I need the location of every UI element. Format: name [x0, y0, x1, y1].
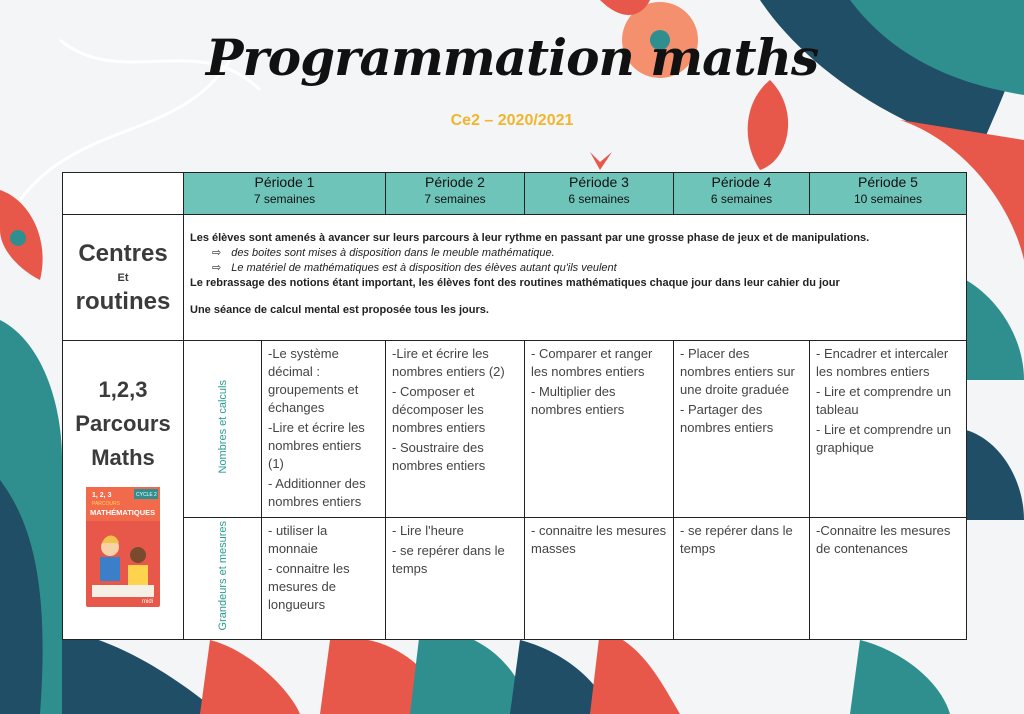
cell-item: - connaitre les mesures masses	[531, 523, 667, 556]
parcours-line: 1,2,3	[98, 377, 148, 402]
parcours-line: Parcours	[75, 411, 171, 436]
header-row	[63, 173, 967, 215]
cell-grandeurs-p2	[386, 518, 525, 640]
cell-item: - Comparer et ranger les nombres entiers	[531, 346, 653, 379]
domain-label: Grandeurs et mesures	[216, 521, 229, 631]
cell-item: - Lire l'heure	[392, 523, 464, 538]
period-4-header	[674, 173, 810, 215]
book-publisher-text: midi	[142, 599, 154, 605]
centres-label-top: Centres	[78, 239, 168, 267]
cell-item: - utiliser la monnaie	[268, 523, 328, 556]
cell-grandeurs-p5	[810, 518, 967, 640]
nombres-row	[63, 341, 967, 518]
cell-item: -Le système décimal : groupements et échanges	[268, 346, 359, 415]
cell-item: - Additionner des nombres entiers	[268, 476, 366, 509]
period-name: Période 3	[569, 174, 629, 190]
cell-item: - Lire et comprendre un tableau	[816, 384, 952, 417]
grandeurs-row	[63, 518, 967, 640]
cell-item: - se repérer dans le temps	[680, 523, 793, 556]
centres-line: Le rebrassage des notions étant important, les élèves font des routines mathématiques chaque jour dans leur cahier du jour	[190, 277, 840, 289]
cell-nombres-p3	[525, 341, 674, 518]
book-badge-text: CYCLE 2	[136, 492, 157, 498]
cell-item: - Placer des nombres entiers sur une droite graduée	[680, 346, 795, 397]
page-title: Programmation maths	[205, 28, 819, 87]
period-2-header	[386, 173, 525, 215]
period-weeks: 7 semaines	[424, 192, 486, 206]
cell-grandeurs-p4	[674, 518, 810, 640]
centres-row	[63, 215, 967, 341]
period-name: Période 5	[858, 174, 918, 190]
book-subtitle-text: PARCOURS	[92, 501, 120, 507]
period-name: Période 1	[254, 174, 315, 190]
cell-item: - Soustraire des nombres entiers	[392, 440, 486, 473]
period-name: Période 4	[711, 174, 772, 190]
domain-nombres	[184, 341, 262, 518]
domain-grandeurs	[184, 518, 262, 640]
centres-label-mid: Et	[117, 271, 129, 284]
cell-grandeurs-p1	[262, 518, 386, 640]
period-1-header	[184, 173, 386, 215]
parcours-label	[63, 341, 184, 640]
centres-description	[184, 215, 967, 341]
period-weeks: 6 semaines	[568, 192, 630, 206]
cell-item: - Composer et décomposer les nombres entiers	[392, 384, 486, 435]
book-title-text: MATHÉMATIQUES	[90, 508, 156, 517]
cell-nombres-p5	[810, 341, 967, 518]
centres-line: Les élèves sont amenés à avancer sur leurs parcours à leur rythme en passant par une grosse phase de jeux et de manipulations.	[190, 232, 870, 244]
cell-item: - connaitre les mesures de longueurs	[268, 561, 350, 612]
book-cover-image	[86, 487, 160, 607]
centres-label-bottom: routines	[75, 287, 171, 315]
cell-nombres-p2	[386, 341, 525, 518]
parcours-line: Maths	[91, 445, 155, 470]
header-corner	[63, 173, 184, 215]
period-weeks: 7 semaines	[253, 192, 316, 206]
period-5-header	[810, 173, 967, 215]
period-weeks: 10 semaines	[853, 192, 923, 206]
centres-line: Une séance de calcul mental est proposée tous les jours.	[190, 304, 489, 316]
cell-item: -Connaitre les mesures de contenances	[816, 523, 951, 556]
programmation-table	[62, 172, 967, 640]
page-subtitle: Ce2 – 2020/2021	[450, 112, 574, 129]
period-weeks: 6 semaines	[710, 192, 773, 206]
period-name: Période 2	[425, 174, 485, 190]
cell-item: -Lire et écrire les nombres entiers (2)	[392, 346, 505, 379]
centres-bullet: ⇨ Le matériel de mathématiques est à disposition des élèves autant qu'ils veulent	[190, 261, 960, 276]
book-number-text: 1, 2, 3	[92, 492, 112, 499]
period-3-header	[525, 173, 674, 215]
cell-item: - Partager des nombres entiers	[680, 402, 774, 435]
domain-label: Nombres et calculs	[216, 379, 229, 474]
cell-item: - Multiplier des nombres entiers	[531, 384, 625, 417]
cell-grandeurs-p3	[525, 518, 674, 640]
cell-item: -Lire et écrire les nombres entiers (1)	[268, 420, 365, 471]
centres-bullet: ⇨ des boites sont mises à disposition dans le meuble mathématique.	[190, 246, 960, 261]
centres-label	[63, 215, 184, 341]
cell-nombres-p4	[674, 341, 810, 518]
cell-item: - se repérer dans le temps	[392, 543, 505, 576]
cell-nombres-p1	[262, 341, 386, 518]
cell-item: - Encadrer et intercaler les nombres entiers	[816, 346, 949, 379]
cell-item: - Lire et comprendre un graphique	[816, 422, 952, 455]
